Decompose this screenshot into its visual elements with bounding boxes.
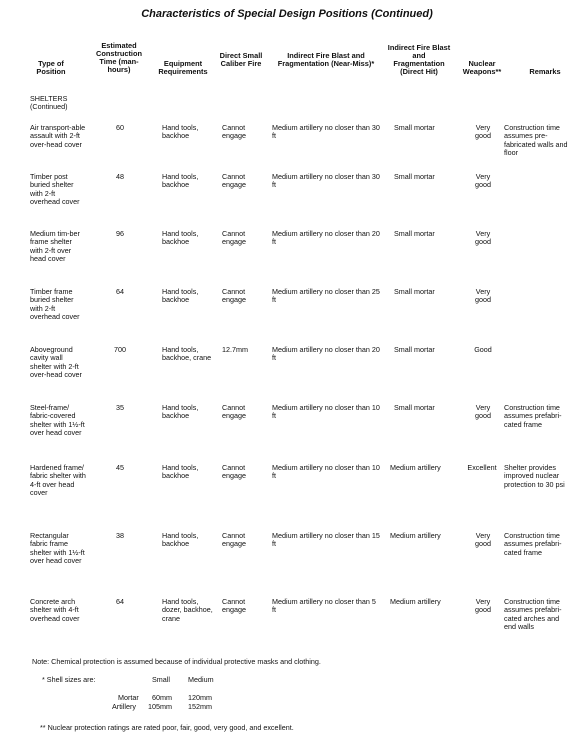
cell-equipment: Hand tools, backhoe bbox=[162, 229, 199, 247]
shell-mortar-small: 60mm bbox=[152, 693, 172, 702]
cell-type: Rectangular fabric frame shelter with 1½-ft over head cover bbox=[30, 531, 85, 566]
cell-direct-hit: Small mortar bbox=[394, 345, 435, 354]
cell-remarks: Construction time assumes prefabri-cated arches and end walls bbox=[504, 597, 562, 632]
cell-direct-hit: Small mortar bbox=[394, 287, 435, 296]
header-equipment: Equipment Requirements bbox=[158, 59, 208, 76]
cell-time: 35 bbox=[116, 403, 124, 412]
cell-small-fire: Cannot engage bbox=[222, 287, 246, 305]
cell-nuclear: Very good bbox=[475, 123, 491, 141]
cell-indirect: Medium artillery no closer than 20 ft bbox=[272, 229, 380, 247]
cell-time: 60 bbox=[116, 123, 124, 132]
header-nuclear: Nuclear Weapons** bbox=[462, 59, 502, 76]
cell-nuclear: Very good bbox=[475, 287, 491, 305]
cell-time: 45 bbox=[116, 463, 124, 472]
shell-artillery-medium: 152mm bbox=[188, 702, 212, 711]
cell-time: 64 bbox=[116, 597, 124, 606]
cell-indirect: Medium artillery no closer than 30 ft bbox=[272, 172, 380, 190]
cell-equipment: Hand tools, backhoe bbox=[162, 531, 199, 549]
cell-direct-hit: Medium artillery bbox=[390, 597, 441, 606]
page-title: Characteristics of Special Design Positions (Continued) bbox=[141, 8, 433, 20]
cell-type: Aboveground cavity wall shelter with 2-ft over-head cover bbox=[30, 345, 82, 380]
shell-col-medium: Medium bbox=[188, 675, 214, 684]
cell-nuclear: Very good bbox=[475, 531, 491, 549]
header-type: Type of Position bbox=[36, 59, 66, 76]
cell-small-fire: Cannot engage bbox=[222, 123, 246, 141]
cell-equipment: Hand tools, backhoe bbox=[162, 172, 199, 190]
cell-time: 700 bbox=[114, 345, 126, 354]
cell-direct-hit: Small mortar bbox=[394, 403, 435, 412]
cell-indirect: Medium artillery no closer than 10 ft bbox=[272, 403, 380, 421]
shell-sizes-intro: * Shell sizes are: bbox=[42, 675, 96, 684]
header-time: Estimated Construction Time (man-hours) bbox=[96, 41, 142, 74]
cell-indirect: Medium artillery no closer than 15 ft bbox=[272, 531, 380, 549]
cell-remarks: Construction time assumes pre-fabricated walls and floor bbox=[504, 123, 568, 158]
shell-mortar-label: Mortar bbox=[118, 693, 139, 702]
cell-nuclear: Good bbox=[474, 345, 492, 354]
header-direct-hit: Indirect Fire Blast and Fragmentation (Direct Hit) bbox=[387, 43, 451, 76]
cell-equipment: Hand tools, backhoe, crane bbox=[162, 345, 212, 363]
cell-remarks: Construction time assumes prefabri-cated frame bbox=[504, 403, 562, 429]
cell-indirect: Medium artillery no closer than 10 ft bbox=[272, 463, 380, 481]
cell-direct-hit: Small mortar bbox=[394, 229, 435, 238]
cell-time: 96 bbox=[116, 229, 124, 238]
cell-type: Concrete arch shelter with 4-ft overhead cover bbox=[30, 597, 80, 623]
cell-type: Hardened frame/ fabric shelter with 4-ft over head cover bbox=[30, 463, 86, 498]
cell-small-fire: 12.7mm bbox=[222, 345, 248, 354]
cell-remarks: Construction time assumes prefabri-cated frame bbox=[504, 531, 562, 557]
section-label: SHELTERS (Continued) bbox=[30, 94, 68, 112]
cell-nuclear: Very good bbox=[475, 229, 491, 247]
cell-direct-hit: Small mortar bbox=[394, 123, 435, 132]
header-indirect: Indirect Fire Blast and Fragmentation (Near-Miss)* bbox=[277, 51, 375, 68]
cell-small-fire: Cannot engage bbox=[222, 531, 246, 549]
cell-indirect: Medium artillery no closer than 30 ft bbox=[272, 123, 380, 141]
cell-nuclear: Very good bbox=[475, 597, 491, 615]
cell-nuclear: Excellent bbox=[467, 463, 497, 472]
cell-direct-hit: Small mortar bbox=[394, 172, 435, 181]
cell-type: Air transport-able assault with 2-ft over-head cover bbox=[30, 123, 86, 149]
cell-nuclear: Very good bbox=[475, 172, 491, 190]
cell-equipment: Hand tools, backhoe bbox=[162, 123, 199, 141]
cell-direct-hit: Medium artillery bbox=[390, 463, 441, 472]
cell-type: Timber post buried shelter with 2-ft overhead cover bbox=[30, 172, 80, 207]
cell-nuclear: Very good bbox=[475, 403, 491, 421]
cell-type: Steel-frame/ fabric-covered shelter with 1½-ft over head cover bbox=[30, 403, 85, 438]
cell-small-fire: Cannot engage bbox=[222, 597, 246, 615]
cell-time: 64 bbox=[116, 287, 124, 296]
footnote: ** Nuclear protection ratings are rated poor, fair, good, very good, and excellent. bbox=[40, 723, 294, 732]
shell-artillery-label: Artillery bbox=[112, 702, 136, 711]
cell-equipment: Hand tools, backhoe bbox=[162, 287, 199, 305]
note: Note: Chemical protection is assumed because of individual protective masks and clothing. bbox=[32, 657, 321, 666]
cell-equipment: Hand tools, backhoe bbox=[162, 403, 199, 421]
cell-equipment: Hand tools, backhoe bbox=[162, 463, 199, 481]
cell-indirect: Medium artillery no closer than 20 ft bbox=[272, 345, 380, 363]
cell-time: 48 bbox=[116, 172, 124, 181]
cell-small-fire: Cannot engage bbox=[222, 229, 246, 247]
cell-small-fire: Cannot engage bbox=[222, 463, 246, 481]
cell-indirect: Medium artillery no closer than 5 ft bbox=[272, 597, 376, 615]
header-small-fire: Direct Small Caliber Fire bbox=[219, 51, 263, 68]
cell-small-fire: Cannot engage bbox=[222, 172, 246, 190]
cell-remarks: Shelter provides improved nuclear protection to 30 psi bbox=[504, 463, 565, 489]
header-remarks: Remarks bbox=[529, 67, 561, 76]
shell-artillery-small: 105mm bbox=[148, 702, 172, 711]
cell-small-fire: Cannot engage bbox=[222, 403, 246, 421]
cell-direct-hit: Medium artillery bbox=[390, 531, 441, 540]
shell-col-small: Small bbox=[152, 675, 170, 684]
cell-type: Timber frame buried shelter with 2-ft overhead cover bbox=[30, 287, 80, 322]
cell-equipment: Hand tools, dozer, backhoe, crane bbox=[162, 597, 213, 623]
cell-time: 38 bbox=[116, 531, 124, 540]
shell-mortar-medium: 120mm bbox=[188, 693, 212, 702]
cell-indirect: Medium artillery no closer than 25 ft bbox=[272, 287, 380, 305]
cell-type: Medium tim-ber frame shelter with 2-ft over head cover bbox=[30, 229, 80, 264]
